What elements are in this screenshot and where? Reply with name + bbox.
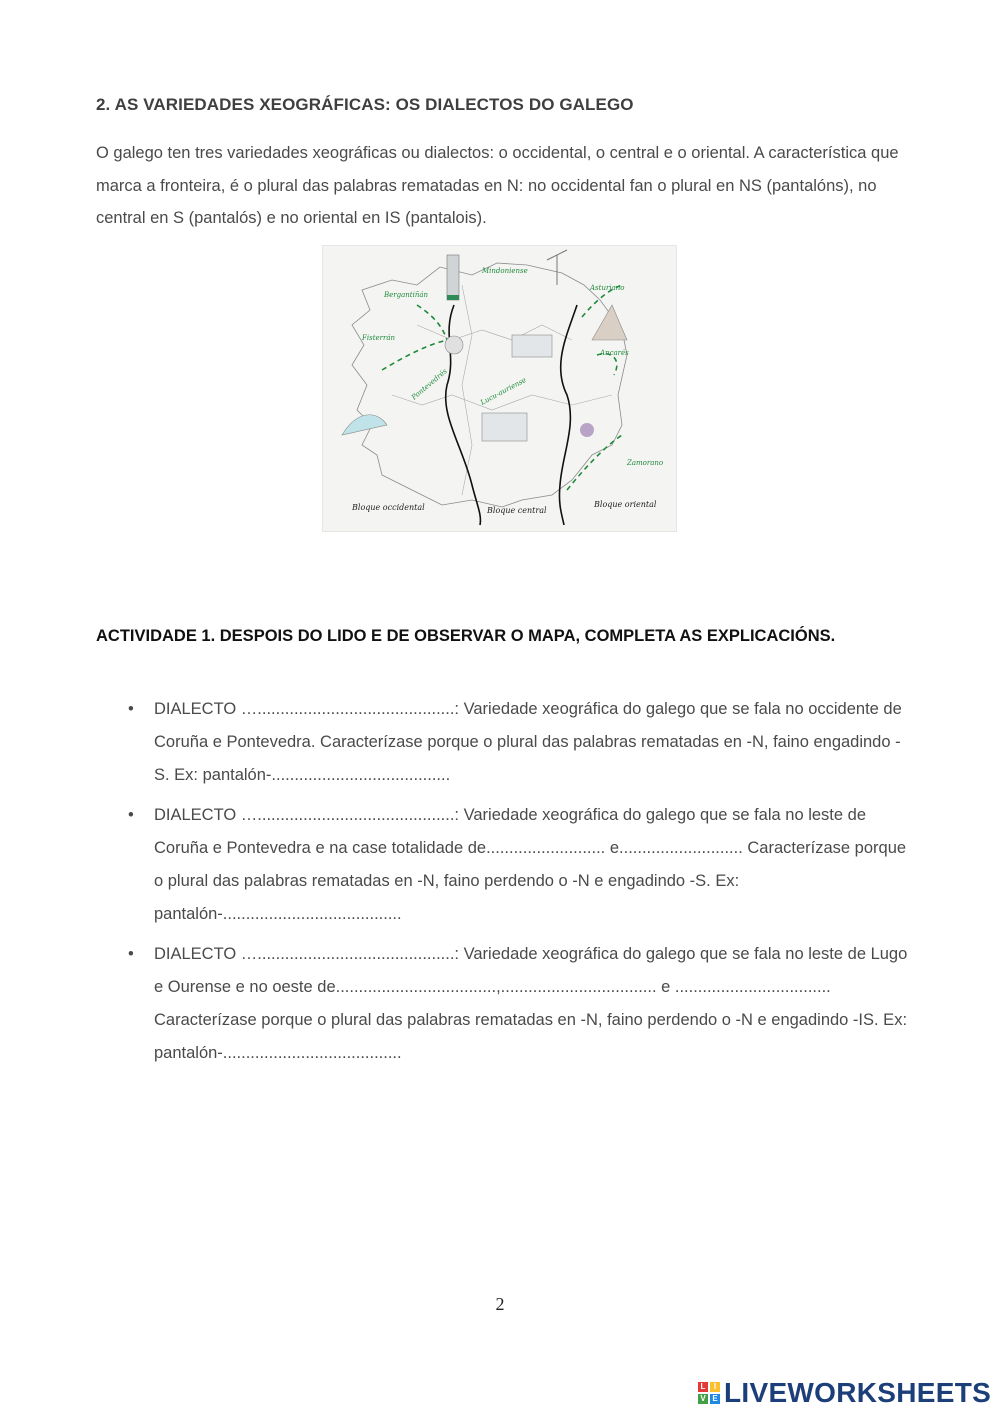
map-label-zamorana: Zamorano (627, 459, 664, 467)
liveworksheets-logo[interactable] (698, 1377, 991, 1409)
logo-letter: I (710, 1382, 720, 1392)
scallop-drawing (445, 336, 463, 354)
bridge-drawing (482, 413, 527, 441)
item-text: DIALECTO …...........................................: Variedade xeográfica do galego que se fala no occidente de Coruña e Pontevedra. Caracterízase porque o plural das palabras rematadas en -N, faino engadindo -S. Ex: pantalón-....................................... (154, 700, 902, 784)
activity-title: ACTIVIDADE 1. DESPOIS DO LIDO E DE OBSERVAR O MAPA, COMPLETA AS EXPLICACIÓNS. (96, 627, 836, 645)
list-item (96, 693, 916, 792)
tower-drawing (447, 255, 459, 300)
page-number: 2 (495, 1294, 505, 1314)
logo-icon (698, 1382, 720, 1404)
intro-paragraph: O galego ten tres variedades xeográficas ou dialectos: o occidental, o central e o oriental. A característica que marca a fronteira, é o plural das palabras rematadas en N: no occidental fan o plural en NS (pantalóns), no central en S (pantalós) e no oriental en IS (pantalois). (96, 144, 899, 227)
map-label-ancaresa: Ancarés (600, 349, 629, 357)
galicia-map-drawing (322, 245, 677, 532)
bullet: • (128, 806, 134, 824)
map-label-asturiana: Asturiano (590, 284, 625, 292)
activity-list (96, 693, 916, 1077)
map-label-bloque-occidental: Bloque occidental (352, 503, 425, 512)
list-item (96, 799, 916, 931)
map-label-lucu-auriense: Lucu-auriense (479, 375, 528, 407)
logo-letter: V (698, 1394, 708, 1404)
list-item (96, 938, 916, 1070)
logo-letter: L (698, 1382, 708, 1392)
umbrella-drawing (342, 415, 387, 435)
dialect-map-image (322, 245, 677, 532)
map-label-fisterran: Fisterrán (362, 334, 396, 342)
bullet: • (128, 700, 134, 718)
map-label-bloque-central: Bloque central (487, 506, 547, 515)
section-heading: 2. AS VARIEDADES XEOGRÁFICAS: OS DIALECTOS DO GALEGO (96, 95, 634, 114)
logo-letter: E (710, 1394, 720, 1404)
bullet: • (128, 945, 134, 963)
map-outline (352, 263, 627, 507)
item-text: DIALECTO …...........................................: Variedade xeográfica do galego que se fala no leste de Coruña e Pontevedra e na case totalidade de.......................... e........................... Caracterízase porque o plural das palabras rematadas en -N, faino perdendo o -N e engadindo -S. Ex: pantalón-....................................... (154, 806, 907, 923)
map-label-mindoniense: Mindoniense (482, 267, 528, 275)
item-text: DIALECTO …...........................................: Variedade xeográfica do galego que se fala no leste de Lugo e Ourense e no oeste de...................................,.................................. e .................................. Caracterízase porque o plural das palabras rematadas en -N, faino perdendo o -N e engadindo -IS. Ex: pantalón-....................................... (154, 945, 908, 1062)
map-label-bergantinan: Bergantiñán (384, 291, 429, 299)
grapes-drawing (580, 423, 594, 437)
brand-name: LIVEWORKSHEETS (724, 1377, 992, 1408)
palloza-drawing (592, 305, 627, 340)
map-label-pontevedres: Pontevedrés (410, 367, 449, 402)
granary-drawing (512, 335, 552, 357)
map-label-bloque-oriental: Bloque oriental (594, 500, 657, 509)
